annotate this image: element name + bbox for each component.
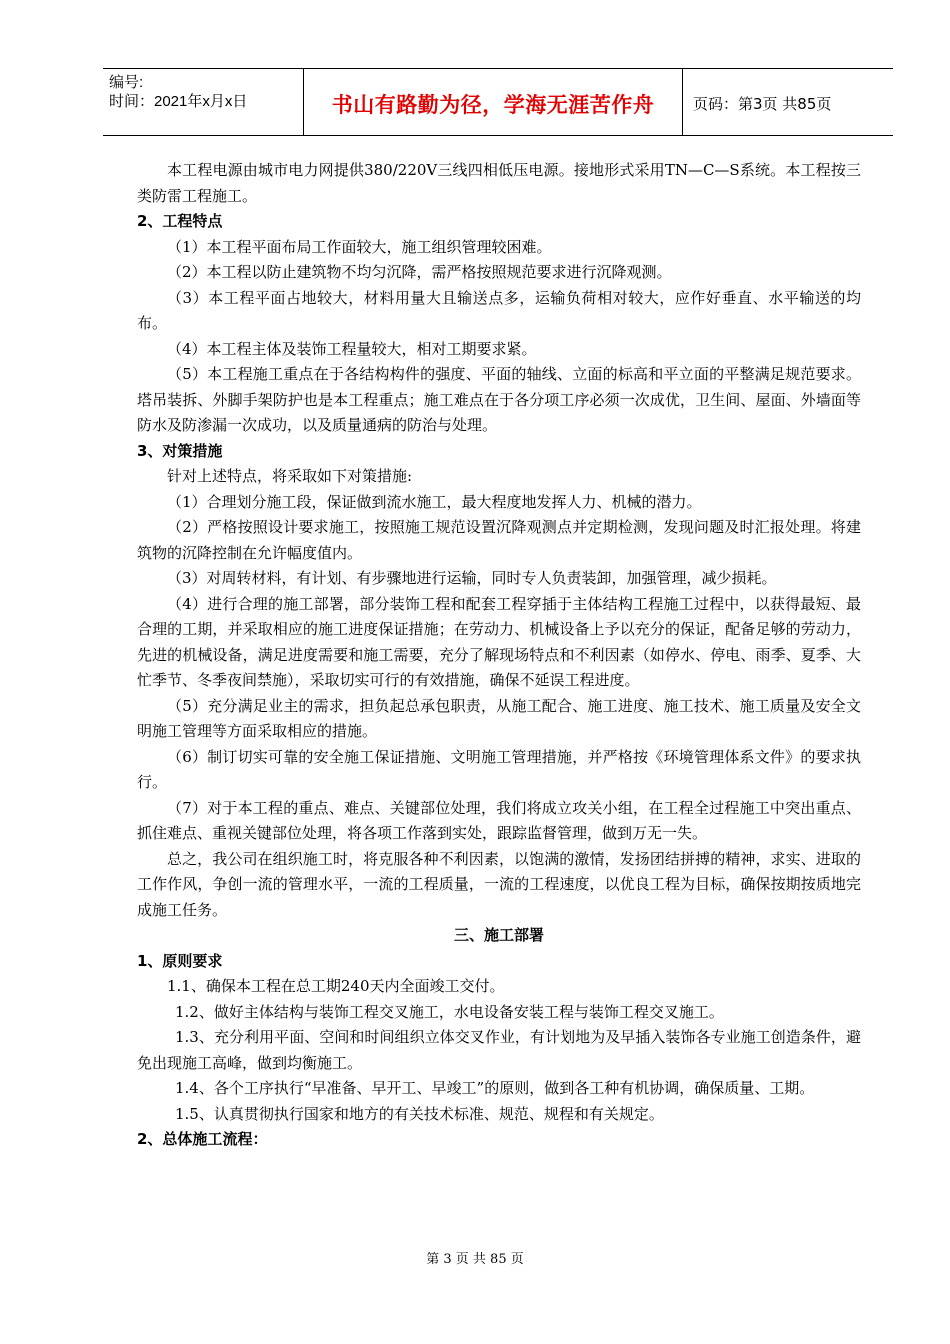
header-page-code: 页码：第3页 共85页: [693, 95, 832, 113]
feature-item-2: （2）本工程以防止建筑物不均匀沉降，需严格按照规范要求进行沉降观测。: [167, 263, 672, 281]
heading-overall-flow: 2、总体施工流程：: [137, 1130, 268, 1148]
document-date: 时间：2021年x月x日: [109, 93, 248, 110]
measure-item-6: （6）制订切实可靠的安全施工保证措施、文明施工管理措施，并严格按《环境管理体系文件》的要求执行。: [137, 747, 861, 791]
measure-item-7: （7）对于本工程的重点、难点、关键部位处理，我们将成立攻关小组，在工程全过程施工中突出重点、抓住难点、重视关键部位处理，将各项工作落到实处，跟踪监督管理，做到万无一失。: [137, 798, 861, 842]
document-number-label: 编号:: [109, 74, 144, 91]
header-motto-cell: [303, 69, 683, 135]
page-footer: 第 3 页 共 85 页: [426, 1252, 524, 1267]
principle-item-3: 1.3、充分利用平面、空间和时间组织立体交叉作业，有计划地为及早插入装饰各专业施工创造条件，避免出现施工高峰，做到均衡施工。: [137, 1028, 861, 1072]
measure-item-3: （3）对周转材料，有计划、有步骤地进行运输，同时专人负责装卸，加强管理，减少损耗。: [167, 569, 777, 587]
page-header: [103, 68, 893, 136]
summary-paragraph: 总之，我公司在组织施工时，将克服各种不利因素，以饱满的激情，发扬团结拼搏的精神，求实、进取的工作作风，争创一流的管理水平，一流的工程质量，一流的工程速度，以优良工程为目标，确保按期按质地完成施工任务。: [137, 849, 861, 919]
paragraph-power-supply: 本工程电源由城市电力网提供380/220V三线四相低压电源。接地形式采用TN—C—S系统。本工程按三类防雷工程施工。: [137, 161, 861, 205]
feature-item-4: （4）本工程主体及装饰工程量较大，相对工期要求紧。: [167, 339, 537, 358]
principle-item-5: 1.5、认真贯彻执行国家和地方的有关技术标准、规范、规程和有关规定。: [175, 1104, 664, 1123]
header-motto: 书山有路勤为径，学海无涯苦作舟: [331, 93, 655, 117]
principle-item-4: 1.4、各个工序执行“早准备、早开工、早竣工”的原则，做到各工种有机协调，确保质量、工期。: [175, 1079, 815, 1097]
feature-item-3: （3）本工程平面占地较大，材料用量大且输送点多，运输负荷相对较大，应作好垂直、水平输送的均布。: [137, 288, 861, 332]
document-body: [137, 158, 861, 1153]
measures-intro: 针对上述特点，将采取如下对策措施:: [167, 467, 413, 485]
feature-item-5: （5）本工程施工重点在于各结构构件的强度、平面的轴线、立面的标高和平立面的平整满足规范要求。 塔吊装拆、外脚手架防护也是本工程重点；施工难点在于各分项工序必须一次成优，卫生间、屋面、外墙面等防水及防渗漏一次成功，以及质量通病的防治与处理。: [137, 365, 861, 434]
measure-item-2: （2）严格按照设计要求施工，按照施工规范设置沉降观测点并定期检测，发现问题及时汇报处理。将建筑物的沉降控制在允许幅度值内。: [137, 518, 861, 562]
heading-countermeasures: 3、对策措施: [137, 441, 223, 460]
header-meta-cell: [103, 69, 303, 135]
heading-project-features: 2、工程特点: [137, 212, 223, 230]
principle-item-2: 1.2、做好主体结构与装饰工程交叉施工，水电设备安装工程与装饰工程交叉施工。: [175, 1002, 724, 1021]
heading-principles: 1、原则要求: [137, 951, 223, 970]
feature-item-1: （1）本工程平面布局工作面较大，施工组织管理较困难。: [167, 237, 552, 256]
measure-item-1: （1）合理划分施工段，保证做到流水施工，最大程度地发挥人力、机械的潜力。: [167, 492, 702, 511]
measure-item-5: （5）充分满足业主的需求，担负起总承包职责，从施工配合、施工进度、施工技术、施工质量及安全文明施工管理等方面采取相应的措施。: [137, 696, 861, 740]
header-page-cell: [683, 69, 893, 135]
heading-construction-deployment: 三、施工部署: [453, 926, 544, 944]
measure-item-4: （4）进行合理的施工部署，部分装饰工程和配套工程穿插于主体结构工程施工过程中，以获得最短、最合理的工期，并采取相应的施工进度保证措施；在劳动力、机械设备上予以充分的保证，配备足够的劳动力，先进的机械设备，满足进度需要和施工需要，充分了解现场特点和不利因素（如停水、停电、雨季、夏季、大忙季节、冬季夜间禁施），采取切实可行的有效措施，确保不延误工程进度。: [137, 594, 861, 689]
principle-item-1: 1.1、确保本工程在总工期240天内全面竣工交付。: [167, 977, 505, 995]
